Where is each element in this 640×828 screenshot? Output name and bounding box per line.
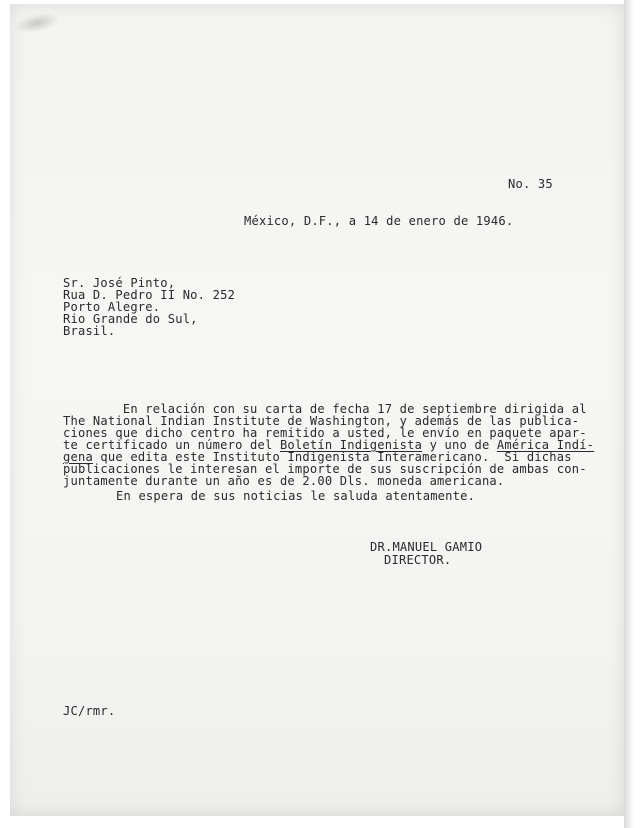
ink-smudge — [13, 9, 62, 36]
body-line: publicaciones le interesan el importe de sus suscripción de ambas con- — [63, 462, 587, 476]
signatory-name: DR.MANUEL GAMIO — [370, 540, 483, 554]
addressee-line: Rua D. Pedro II No. 252 — [63, 288, 236, 302]
addressee-line: Sr. José Pinto, — [63, 276, 176, 290]
letter-body — [63, 391, 594, 487]
body-line: ciones que dicho centro ha remitido a usted, le envío en paquete apar- — [63, 426, 587, 440]
place-date: México, D.F., a 14 de enero de 1946. — [244, 214, 514, 228]
addressee-block — [63, 277, 235, 337]
publication-title: gena — [63, 450, 93, 464]
body-text: En relación con su carta de fecha 17 de septiembre dirigida al — [122, 402, 587, 416]
addressee-line: Porto Alegre. — [63, 300, 161, 314]
scan-edge — [624, 0, 640, 828]
letter-page — [10, 4, 624, 816]
body-text: que edita este Instituto Indigenista Interamericano. Si dichas — [92, 450, 572, 464]
reference-initials: JC/rmr. — [63, 704, 116, 718]
letter-number: No. 35 — [508, 177, 553, 191]
publication-title: Boletín Indigenista — [279, 438, 423, 452]
body-text: y uno de — [422, 438, 497, 452]
closing-line: En espera de sus noticias le saluda atentamente. — [116, 489, 476, 503]
body-line: juntamente durante un año es de 2.00 Dls. moneda americana. — [63, 474, 505, 488]
body-text: te certificado un número del — [63, 438, 280, 452]
signatory-title: DIRECTOR. — [384, 553, 452, 567]
body-line: The National Indian Institute de Washington, y además de las publica- — [63, 414, 580, 428]
addressee-line: Brasil. — [63, 324, 116, 338]
addressee-line: Rio Grande do Sul, — [63, 312, 198, 326]
publication-title: América Indí- — [496, 438, 595, 452]
